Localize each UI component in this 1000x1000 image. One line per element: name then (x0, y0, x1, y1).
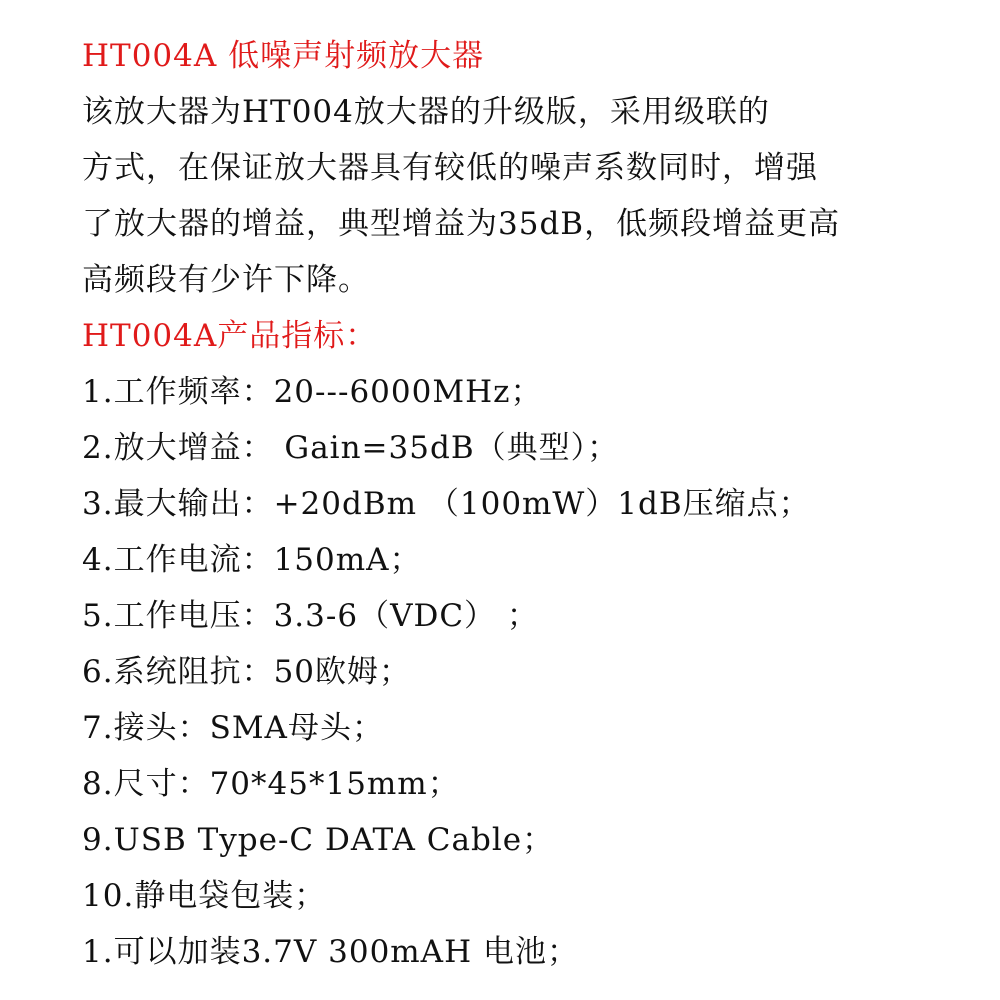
spec-list (82, 364, 982, 980)
product-title: HT004A 低噪声射频放大器 (82, 38, 485, 74)
spec-item: 4.工作电流：150mA； (82, 542, 422, 578)
intro-paragraph (82, 84, 982, 308)
spec-item: 2.放大增益： Gain=35dB（典型）； (82, 430, 620, 466)
spec-item: 1.工作频率：20---6000MHz； (82, 374, 543, 410)
spec-item: 9.USB Type-C DATA Cable； (82, 822, 555, 858)
intro-line: 了放大器的增益，典型增益为35dB，低频段增益更高 (82, 206, 841, 242)
spec-item: 8.尺寸：70*45*15mm； (82, 766, 460, 802)
spec-item: 1.可以加装3.7V 300mAH 电池； (82, 934, 579, 970)
spec-item: 5.工作电压：3.3-6（VDC） ； (82, 598, 539, 634)
specs-heading: HT004A产品指标： (82, 318, 378, 354)
spec-item: 10.静电袋包装； (82, 878, 327, 914)
intro-line: 该放大器为HT004放大器的升级版，采用级联的 (82, 94, 770, 130)
intro-line: 高频段有少许下降。 (82, 262, 370, 298)
spec-item: 3.最大输出：+20dBm （100mW）1dB压缩点； (82, 486, 811, 522)
spec-item: 7.接头：SMA母头； (82, 710, 384, 746)
product-description (82, 28, 982, 980)
intro-line: 方式，在保证放大器具有较低的噪声系数同时，增强 (82, 150, 818, 186)
spec-item: 6.系统阻抗：50欧姆； (82, 654, 412, 690)
